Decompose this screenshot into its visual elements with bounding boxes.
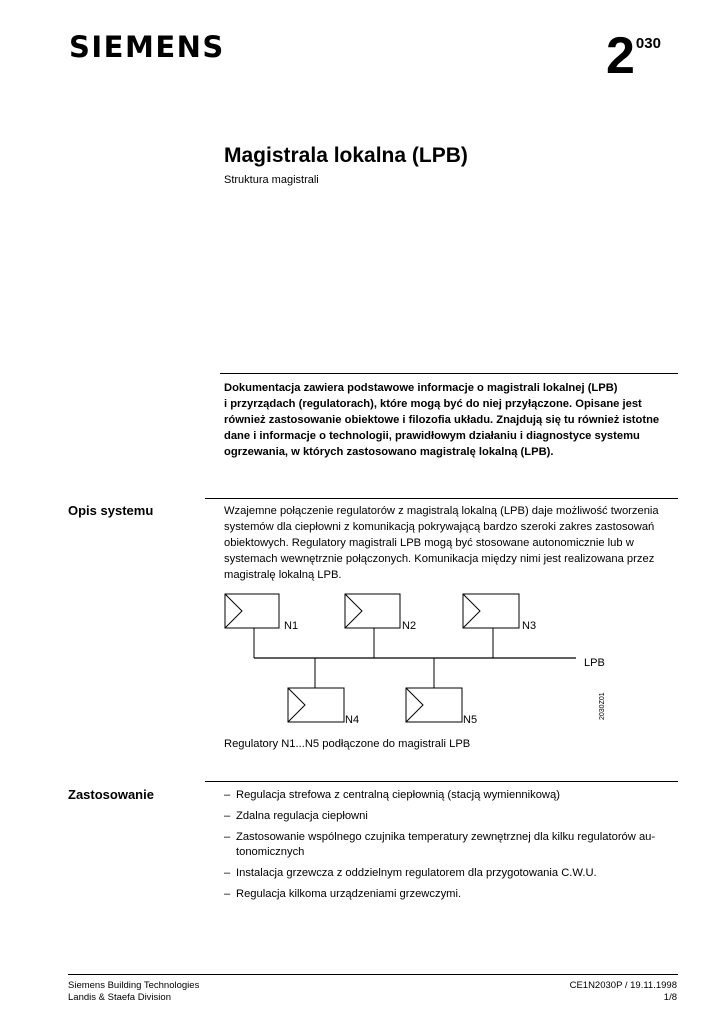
regulator-n1-label: N1 (284, 620, 299, 632)
application-list (224, 788, 682, 908)
document-number-superscript: 030 (635, 35, 661, 52)
summary-line: dane i informacje o technologii, prawidłowym działaniu i diagnostyce systemu (224, 430, 640, 442)
system-line: systemach wewnętrznie połączonych. Komunikacja między nimi jest realizowana przez (224, 553, 655, 565)
regulator-n3 (463, 594, 536, 658)
list-item: – Zastosowanie wspólnego czujnika temperatury zewnętrznej dla kilku regulatorów au- tonomicznych (224, 831, 656, 858)
summary-divider (220, 373, 678, 374)
summary-block (224, 380, 682, 460)
footer-division: Landis & Staefa Division (68, 992, 171, 1003)
application-divider (205, 781, 678, 782)
document-number-main: 2 (606, 27, 635, 85)
regulator-n2-label: N2 (402, 620, 417, 632)
footer-company: Siemens Building Technologies (68, 980, 200, 991)
page-subtitle: Struktura magistrali (224, 174, 319, 186)
system-line: obiektowych. Regulatory magistrali LPB mogą być stosowane autonomicznie lub w (224, 537, 634, 549)
application-heading: Zastosowanie (68, 787, 154, 802)
system-description (224, 503, 682, 583)
footer-left (68, 980, 199, 1004)
figure-id: 2030Z01 (599, 692, 606, 720)
summary-line: ogrzewania, w których zastosowano magistralę lokalną (LPB). (224, 446, 554, 458)
regulator-n4-label: N4 (345, 714, 360, 726)
diagram-caption: Regulatory N1...N5 podłączone do magistrali LPB (224, 738, 471, 750)
regulator-n3-label: N3 (522, 620, 537, 632)
list-item: – Zdalna regulacja ciepłowni (224, 810, 368, 822)
system-line: magistralę lokalną LPB. (224, 569, 342, 581)
lpb-bus-diagram (220, 590, 620, 730)
document-number (606, 27, 661, 85)
system-line: Wzajemne połączenie regulatorów z magistralą lokalną (LPB) daje możliwość tworzenia (224, 505, 659, 517)
regulator-n5 (406, 658, 477, 726)
list-item: – Instalacja grzewcza z oddzielnym regulatorem dla przygotowania C.W.U. (224, 867, 597, 879)
list-item: – Regulacja kilkoma urządzeniami grzewczymi. (224, 888, 462, 900)
list-item: – Regulacja strefowa z centralną ciepłownią (stacją wymiennikową) (224, 789, 560, 801)
footer-doc-ref: CE1N2030P / 19.11.1998 (569, 980, 677, 991)
siemens-logo: SIEMENS (69, 30, 225, 64)
page-title: Magistrala lokalna (LPB) (224, 144, 468, 167)
regulator-n5-label: N5 (463, 714, 478, 726)
system-heading: Opis systemu (68, 503, 154, 518)
footer-divider (68, 974, 678, 975)
system-divider (205, 498, 678, 499)
summary-line: również zastosowanie obiektowe i filozofia układu. Znajdują się tu również istotne (224, 414, 660, 426)
footer-right (570, 980, 677, 1004)
regulator-n2 (345, 594, 416, 658)
summary-line: Dokumentacja zawiera podstawowe informacje o magistrali lokalnej (LPB) (224, 382, 618, 394)
regulator-n4 (288, 658, 359, 726)
summary-line: i przyrządach (regulatorach), które mogą być do niej przyłączone. Opisane jest (224, 398, 642, 410)
lpb-bus-label: LPB (584, 657, 605, 669)
footer-page-number: 1/8 (663, 992, 677, 1003)
system-line: systemów dla ciepłowni z komunikacją pokrywającą bardzo szeroki zakres zastosowań (224, 521, 655, 533)
regulator-n1 (225, 594, 298, 658)
